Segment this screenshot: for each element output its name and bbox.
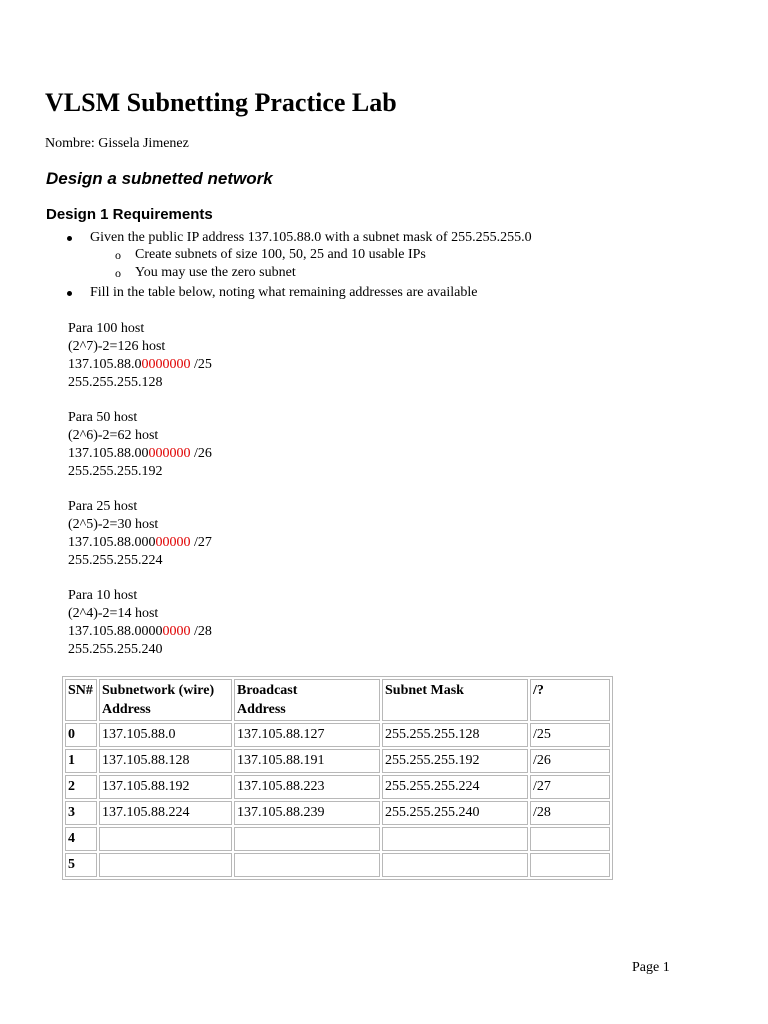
page-title: VLSM Subnetting Practice Lab <box>45 88 397 117</box>
cell-mask <box>382 853 528 877</box>
calc-para: Para 50 host <box>68 410 138 425</box>
table-header-row <box>65 679 610 721</box>
table-row <box>65 853 610 877</box>
cell-mask: 255.255.255.192 <box>382 749 528 773</box>
cell-broadcast: 137.105.88.127 <box>234 723 380 747</box>
cell-subnet <box>99 827 232 851</box>
table-row <box>65 723 610 747</box>
cell-sn: 0 <box>65 723 97 747</box>
calc-ip-prefix: /25 <box>190 357 212 372</box>
cell-prefix <box>530 827 610 851</box>
cell-subnet: 137.105.88.192 <box>99 775 232 799</box>
cell-sn: 5 <box>65 853 97 877</box>
calc-ip-prefix: /28 <box>190 624 212 639</box>
calc-block-50 <box>68 409 212 481</box>
sub-bullet-icon: o <box>115 248 121 262</box>
calc-formula: (2^5)-2=30 host <box>68 517 159 532</box>
bullet-icon <box>67 236 72 241</box>
calc-para: Para 100 host <box>68 321 145 336</box>
calc-ip <box>68 356 212 374</box>
header-subnet-mask: Subnet Mask <box>382 679 528 721</box>
cell-broadcast: 137.105.88.223 <box>234 775 380 799</box>
header-prefix: /? <box>530 679 610 721</box>
calc-ip <box>68 534 212 552</box>
calc-formula: (2^4)-2=14 host <box>68 606 159 621</box>
cell-sn: 4 <box>65 827 97 851</box>
calc-formula: (2^6)-2=62 host <box>68 428 159 443</box>
cell-mask <box>382 827 528 851</box>
calc-formula: (2^7)-2=126 host <box>68 339 166 354</box>
calc-block-25 <box>68 498 212 570</box>
cell-subnet <box>99 853 232 877</box>
header-subnetwork: Subnetwork (wire) Address <box>99 679 232 721</box>
cell-subnet: 137.105.88.128 <box>99 749 232 773</box>
cell-sn: 2 <box>65 775 97 799</box>
table-row <box>65 775 610 799</box>
calc-para: Para 25 host <box>68 499 138 514</box>
cell-prefix: /28 <box>530 801 610 825</box>
calc-ip <box>68 445 212 463</box>
header-sn: SN# <box>65 679 97 721</box>
student-name-line: Nombre: Gissela Jimenez <box>45 136 189 151</box>
table-row <box>65 801 610 825</box>
calc-ip-host-bits: 0000000 <box>141 357 191 372</box>
cell-mask: 255.255.255.240 <box>382 801 528 825</box>
calc-ip <box>68 623 212 641</box>
cell-prefix <box>530 853 610 877</box>
subnet-table <box>62 676 613 880</box>
calc-ip-host-bits: 00000 <box>155 535 191 550</box>
calc-ip-network-bits: 137.105.88.0000 <box>68 624 163 639</box>
cell-subnet: 137.105.88.224 <box>99 801 232 825</box>
cell-broadcast: 137.105.88.191 <box>234 749 380 773</box>
cell-prefix: /25 <box>530 723 610 747</box>
table-row <box>65 827 610 851</box>
calc-mask: 255.255.255.192 <box>68 464 163 479</box>
cell-subnet: 137.105.88.0 <box>99 723 232 747</box>
cell-mask: 255.255.255.128 <box>382 723 528 747</box>
requirement-item: Given the public IP address 137.105.88.0 with a subnet mask of 255.255.255.0 <box>90 230 532 245</box>
cell-prefix: /27 <box>530 775 610 799</box>
bullet-icon <box>67 291 72 296</box>
calc-block-10 <box>68 587 212 659</box>
sub-bullet-icon: o <box>115 266 121 280</box>
subsection-title: Design 1 Requirements <box>46 206 213 223</box>
requirement-item: Fill in the table below, noting what remaining addresses are available <box>90 285 478 300</box>
cell-sn: 1 <box>65 749 97 773</box>
requirement-subitem: Create subnets of size 100, 50, 25 and 10 usable IPs <box>135 247 426 262</box>
calc-para: Para 10 host <box>68 588 138 603</box>
page-number: Page 1 <box>632 960 670 975</box>
calc-block-100 <box>68 320 212 392</box>
calc-ip-network-bits: 137.105.88.000 <box>68 535 156 550</box>
cell-broadcast <box>234 853 380 877</box>
section-title: Design a subnetted network <box>46 169 273 188</box>
calc-ip-network-bits: 137.105.88.0 <box>68 357 142 372</box>
calc-ip-host-bits: 000000 <box>148 446 191 461</box>
header-broadcast: Broadcast Address <box>234 679 380 721</box>
cell-broadcast: 137.105.88.239 <box>234 801 380 825</box>
calc-ip-prefix: /27 <box>190 535 212 550</box>
cell-sn: 3 <box>65 801 97 825</box>
cell-mask: 255.255.255.224 <box>382 775 528 799</box>
cell-prefix: /26 <box>530 749 610 773</box>
calc-mask: 255.255.255.240 <box>68 642 163 657</box>
calc-ip-host-bits: 0000 <box>162 624 191 639</box>
table-row <box>65 749 610 773</box>
calc-mask: 255.255.255.128 <box>68 375 163 390</box>
calc-mask: 255.255.255.224 <box>68 553 163 568</box>
cell-broadcast <box>234 827 380 851</box>
calc-ip-network-bits: 137.105.88.00 <box>68 446 149 461</box>
calc-ip-prefix: /26 <box>190 446 212 461</box>
requirement-subitem: You may use the zero subnet <box>135 265 296 280</box>
